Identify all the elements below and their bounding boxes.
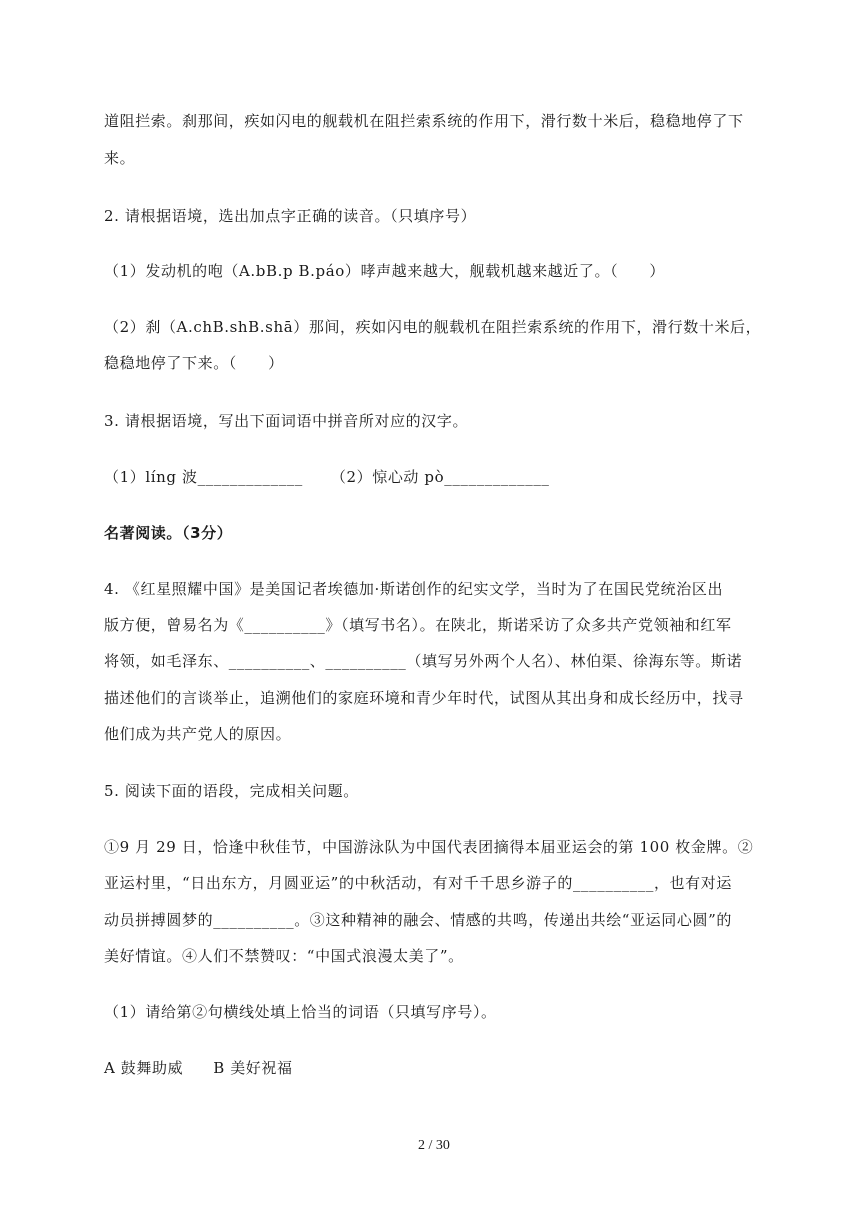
question-3-stem: 3. 请根据语境，写出下面词语中拼音所对应的汉字。 xyxy=(104,412,469,430)
option-a: A 鼓舞助威 xyxy=(104,1059,184,1077)
paragraph-line: 道阻拦索。刹那间，疾如闪电的舰载机在阻拦索系统的作用下，滑行数十米后，稳稳地停了下 xyxy=(104,112,744,130)
question-2-item-1: （1）发动机的咆（A.bB.p B.páo）哮声越来越大，舰载机越来越近了。（ ） xyxy=(104,262,665,280)
question-5-stem: 5. 阅读下面的语段，完成相关问题。 xyxy=(104,782,359,800)
question-4-line: 版方便，曾易名为《__________》（填写书名）。在陕北，斯诺采访了众多共产党领袖和红军 xyxy=(104,616,732,634)
paragraph-line: 来。 xyxy=(104,149,136,167)
question-5-sub-1: （1）请给第②句横线处填上恰当的词语（只填写序号）。 xyxy=(104,1003,497,1021)
question-3-item-2: （2）惊心动 pò_____________ xyxy=(330,468,550,486)
passage-line: 美好情谊。④人们不禁赞叹：“中国式浪漫太美了”。 xyxy=(104,947,464,965)
option-b: B 美好祝福 xyxy=(213,1059,293,1077)
passage-line: 动员拼搏圆梦的__________。③这种精神的融会、情感的共鸣，传递出共绘“亚运同心圆”的 xyxy=(104,911,732,929)
question-4-line: 描述他们的言谈举止，追溯他们的家庭环境和青少年时代，试图从其出身和成长经历中，找寻 xyxy=(104,689,744,707)
question-3-item-1: （1）líng 波_____________ xyxy=(104,468,303,486)
question-4-line: 4. 《红星照耀中国》是美国记者埃德加·斯诺创作的纪实文学，当时为了在国民党统治区出 xyxy=(104,580,724,598)
section-heading: 名著阅读。（3分） xyxy=(104,524,233,542)
question-3-items xyxy=(104,467,550,487)
page-number: 2 / 30 xyxy=(418,1138,450,1153)
question-5-options xyxy=(104,1058,293,1078)
question-4-line: 将领，如毛泽东、__________、__________（填写另外两个人名）、林伯渠、徐海东等。斯诺 xyxy=(104,652,743,670)
question-2-item-2-line-2: 稳稳地停了下来。（ ） xyxy=(104,354,284,372)
passage-line: ①9 月 29 日，恰逢中秋佳节，中国游泳队为中国代表团摘得本届亚运会的第 100 枚金牌。② xyxy=(104,838,754,856)
question-2-item-2-line-1: （2）刹（A.chB.shB.shā）那间，疾如闪电的舰载机在阻拦索系统的作用下，滑行数十米后， xyxy=(104,318,762,336)
passage-line: 亚运村里，“日出东方，月圆亚运”的中秋活动，有对千千思乡游子的__________，也有对运 xyxy=(104,874,732,892)
question-4-line: 他们成为共产党人的原因。 xyxy=(104,725,292,743)
question-2-stem: 2. 请根据语境，选出加点字正确的读音。（只填序号） xyxy=(104,207,477,225)
